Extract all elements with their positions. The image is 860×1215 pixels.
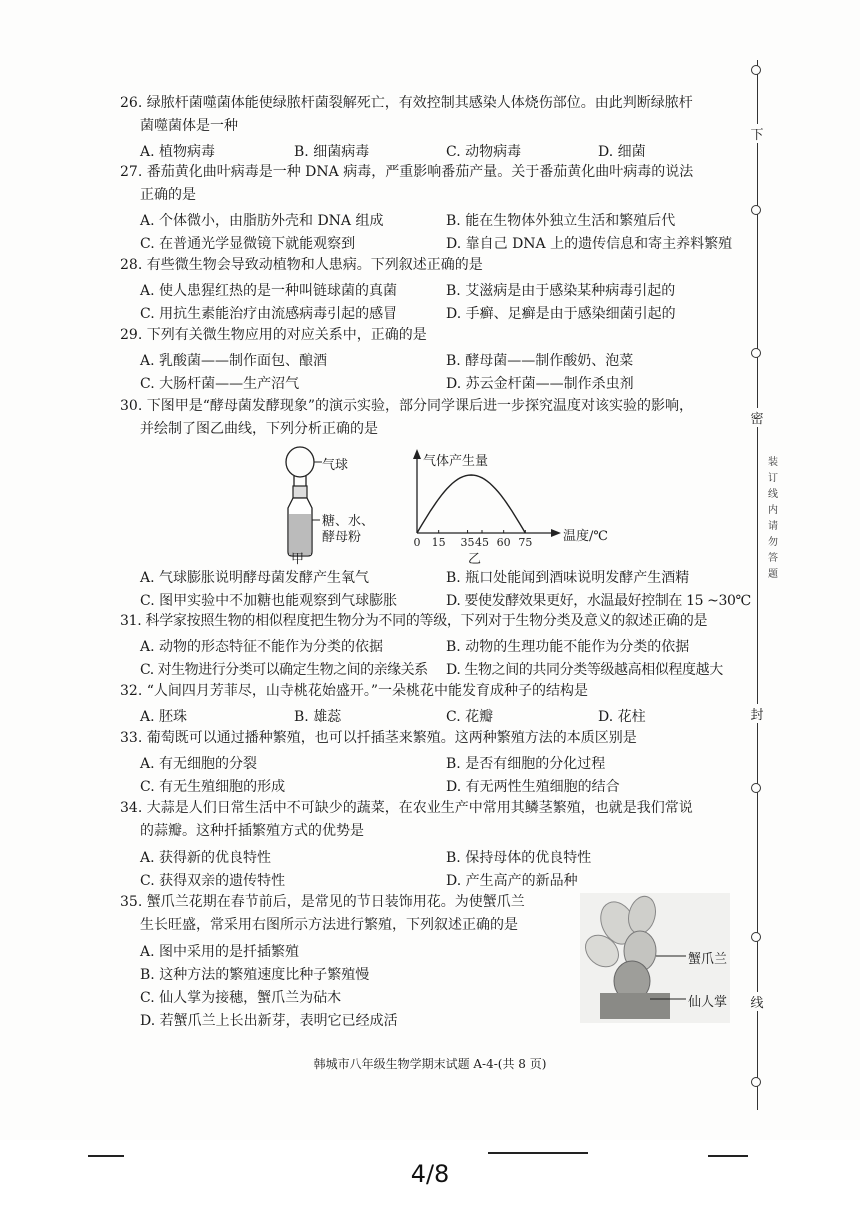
binding-char-xia: 下 bbox=[748, 124, 766, 143]
q30-option-d: D. 要使发酵效果更好，水温最好控制在 15 ~30℃ bbox=[446, 593, 751, 609]
q31-option-d: D. 生物之间的共同分类等级越高相似程度越大 bbox=[446, 662, 723, 678]
q32-option-c: C. 花瓣 bbox=[446, 709, 494, 725]
q28-option-a: A. 使人患猩红热的是一种叫链球菌的真菌 bbox=[140, 283, 398, 299]
x-tick-label: 45 bbox=[475, 536, 489, 549]
q32-option-d: D. 花柱 bbox=[598, 709, 646, 725]
q34-option-b: B. 保持母体的优良特性 bbox=[446, 850, 592, 866]
question-30-text: 30. 下图甲是“酵母菌发酵现象”的演示实验，部分同学课后进一步探究温度对该实验的影响， bbox=[120, 398, 694, 414]
question-34-text: 34. 大蒜是人们日常生活中不可缺少的蔬菜，在农业生产中常用其鳞茎繁殖，也就是我们常说 bbox=[120, 800, 693, 816]
q27-option-d: D. 靠自己 DNA 上的遗传信息和寄主养料繁殖 bbox=[446, 236, 733, 252]
x-tick-label: 75 bbox=[518, 536, 533, 549]
q35-option-b: B. 这种方法的繁殖速度比种子繁殖慢 bbox=[140, 967, 370, 983]
figure-jia-caption: 甲 bbox=[291, 552, 305, 567]
question-26 bbox=[120, 92, 732, 138]
q26-option-b: B. 细菌病毒 bbox=[294, 144, 370, 160]
q32-option-a: A. 胚珠 bbox=[140, 709, 188, 725]
binding-char-mi: 密 bbox=[748, 408, 766, 427]
flask-label-contents-2: 酵母粉 bbox=[322, 530, 362, 545]
question-27-text-cont: 正确的是 bbox=[140, 187, 196, 203]
q35-option-a: A. 图中采用的是扦插繁殖 bbox=[140, 944, 300, 960]
chart-x-arrow bbox=[551, 529, 561, 537]
figure-yi-caption: 乙 bbox=[468, 552, 482, 567]
question-33-text: 33. 葡萄既可以通过播种繁殖，也可以扦插茎来繁殖。这两种繁殖方法的本质区别是 bbox=[120, 730, 637, 746]
x-tick-label: 35 bbox=[460, 536, 475, 549]
scan-mark bbox=[708, 1155, 748, 1157]
graft-label-rootstock: 仙人掌 bbox=[688, 995, 728, 1010]
q30-option-b: B. 瓶口处能闻到酒味说明发酵产生酒精 bbox=[446, 570, 690, 586]
binding-char-feng: 封 bbox=[748, 704, 766, 723]
question-29 bbox=[120, 324, 732, 347]
question-29-text: 29. 下列有关微生物应用的对应关系中，正确的是 bbox=[120, 327, 427, 343]
binding-circle bbox=[751, 205, 761, 215]
binding-circle bbox=[751, 348, 761, 358]
q27-option-b: B. 能在生物体外独立生活和繁殖后代 bbox=[446, 213, 676, 229]
binding-char-xian: 线 bbox=[748, 992, 766, 1011]
q33-option-c: C. 有无生殖细胞的形成 bbox=[140, 779, 286, 795]
q35-option-c: C. 仙人掌为接穗，蟹爪兰为砧木 bbox=[140, 990, 342, 1006]
q32-option-b: B. 雄蕊 bbox=[294, 709, 342, 725]
q28-option-b: B. 艾滋病是由于感染某种病毒引起的 bbox=[446, 283, 676, 299]
question-26-text: 26. 绿脓杆菌噬菌体能使绿脓杆菌裂解死亡，有效控制其感染人体烧伤部位。由此判断绿脓杆 bbox=[120, 95, 693, 111]
q31-option-a: A. 动物的形态特征不能作为分类的依据 bbox=[140, 639, 384, 655]
x-tick-label: 15 bbox=[431, 536, 446, 549]
q28-option-d: D. 手癣、足癣是由于感染细菌引起的 bbox=[446, 306, 676, 322]
question-33 bbox=[120, 727, 732, 750]
q31-option-b: B. 动物的生理功能不能作为分类的依据 bbox=[446, 639, 690, 655]
q27-option-a: A. 个体微小，由脂肪外壳和 DNA 组成 bbox=[140, 213, 384, 229]
question-35-text: 35. 蟹爪兰花期在春节前后，是常见的节日装饰用花。为使蟹爪兰 bbox=[120, 894, 525, 910]
gas-production-curve bbox=[417, 475, 525, 533]
binding-circle bbox=[751, 65, 761, 75]
question-31 bbox=[120, 610, 732, 633]
binding-circle bbox=[751, 1077, 761, 1087]
x-tick-label: 0 bbox=[413, 536, 421, 549]
q29-option-c: C. 大肠杆菌——生产沼气 bbox=[140, 376, 300, 392]
q34-option-d: D. 产生高产的新品种 bbox=[446, 873, 578, 889]
q33-option-d: D. 有无两性生殖细胞的结合 bbox=[446, 779, 620, 795]
scan-mark bbox=[88, 1155, 124, 1157]
binding-circle bbox=[751, 932, 761, 942]
binding-note: 装订线内请勿答题 bbox=[768, 457, 778, 580]
q33-option-b: B. 是否有细胞的分化过程 bbox=[446, 756, 606, 772]
question-31-text: 31. 科学家按照生物的相似程度把生物分为不同的等级，下列对于生物分类及意义的叙述正确的是 bbox=[120, 613, 708, 629]
q29-option-a: A. 乳酸菌——制作面包、酿酒 bbox=[140, 353, 328, 369]
question-30-text-cont: 并绘制了图乙曲线，下列分析正确的是 bbox=[140, 421, 378, 437]
page-footer: 韩城市八年级生物学期末试题 A-4-(共 8 页) bbox=[313, 1057, 547, 1071]
q34-option-c: C. 获得双亲的遗传特性 bbox=[140, 873, 286, 889]
chart-x-label: 温度/℃ bbox=[563, 529, 608, 544]
question-27 bbox=[120, 161, 732, 207]
scan-mark bbox=[488, 1152, 588, 1154]
question-30 bbox=[120, 395, 732, 441]
question-35 bbox=[120, 891, 560, 937]
q26-option-d: D. 细菌 bbox=[598, 144, 646, 160]
q29-option-b: B. 酵母菌——制作酸奶、泡菜 bbox=[446, 353, 634, 369]
q26-option-a: A. 植物病毒 bbox=[140, 144, 216, 160]
graft-label-scion: 蟹爪兰 bbox=[688, 952, 728, 967]
chart-y-label: 气体产生量 bbox=[423, 454, 489, 469]
question-28-text: 28. 有些微生物会导致动植物和人患病。下列叙述正确的是 bbox=[120, 257, 483, 273]
x-tick-label: 60 bbox=[496, 536, 511, 549]
q29-option-d: D. 苏云金杆菌——制作杀虫剂 bbox=[446, 376, 634, 392]
page-number: 4/8 bbox=[410, 1160, 450, 1188]
q30-option-a: A. 气球膨胀说明酵母菌发酵产生氧气 bbox=[140, 570, 370, 586]
q34-option-a: A. 获得新的优良特性 bbox=[140, 850, 272, 866]
question-34 bbox=[120, 797, 732, 843]
q26-option-c: C. 动物病毒 bbox=[446, 144, 522, 160]
q31-option-c: C. 对生物进行分类可以确定生物之间的亲缘关系 bbox=[140, 662, 428, 678]
question-26-text-cont: 菌噬菌体是一种 bbox=[140, 118, 238, 134]
q35-option-d: D. 若蟹爪兰上长出新芽，表明它已经成活 bbox=[140, 1013, 398, 1029]
binding-circle bbox=[751, 783, 761, 793]
question-27-text: 27. 番茄黄化曲叶病毒是一种 DNA 病毒，严重影响番茄产量。关于番茄黄化曲叶病毒的说法 bbox=[120, 164, 694, 180]
question-32 bbox=[120, 680, 732, 703]
binding-line bbox=[757, 60, 758, 1110]
q30-option-c: C. 图甲实验中不加糖也能观察到气球膨胀 bbox=[140, 593, 398, 609]
q33-option-a: A. 有无细胞的分裂 bbox=[140, 756, 258, 772]
question-32-text: 32. “人间四月芳菲尽，山寺桃花始盛开。”一朵桃花中能发育成种子的结构是 bbox=[120, 683, 589, 699]
flask-label-balloon: 气球 bbox=[322, 458, 349, 473]
chart-y-arrow bbox=[413, 449, 421, 459]
q27-option-c: C. 在普通光学显微镜下就能观察到 bbox=[140, 236, 356, 252]
question-34-text-cont: 的蒜瓣。这种扦插繁殖方式的优势是 bbox=[140, 823, 364, 839]
question-35-text-cont: 生长旺盛，常采用右图所示方法进行繁殖，下列叙述正确的是 bbox=[140, 917, 518, 933]
flask-label-contents-1: 糖、水、 bbox=[322, 514, 375, 529]
question-28 bbox=[120, 254, 732, 277]
q28-option-c: C. 用抗生素能治疗由流感病毒引起的感冒 bbox=[140, 306, 398, 322]
